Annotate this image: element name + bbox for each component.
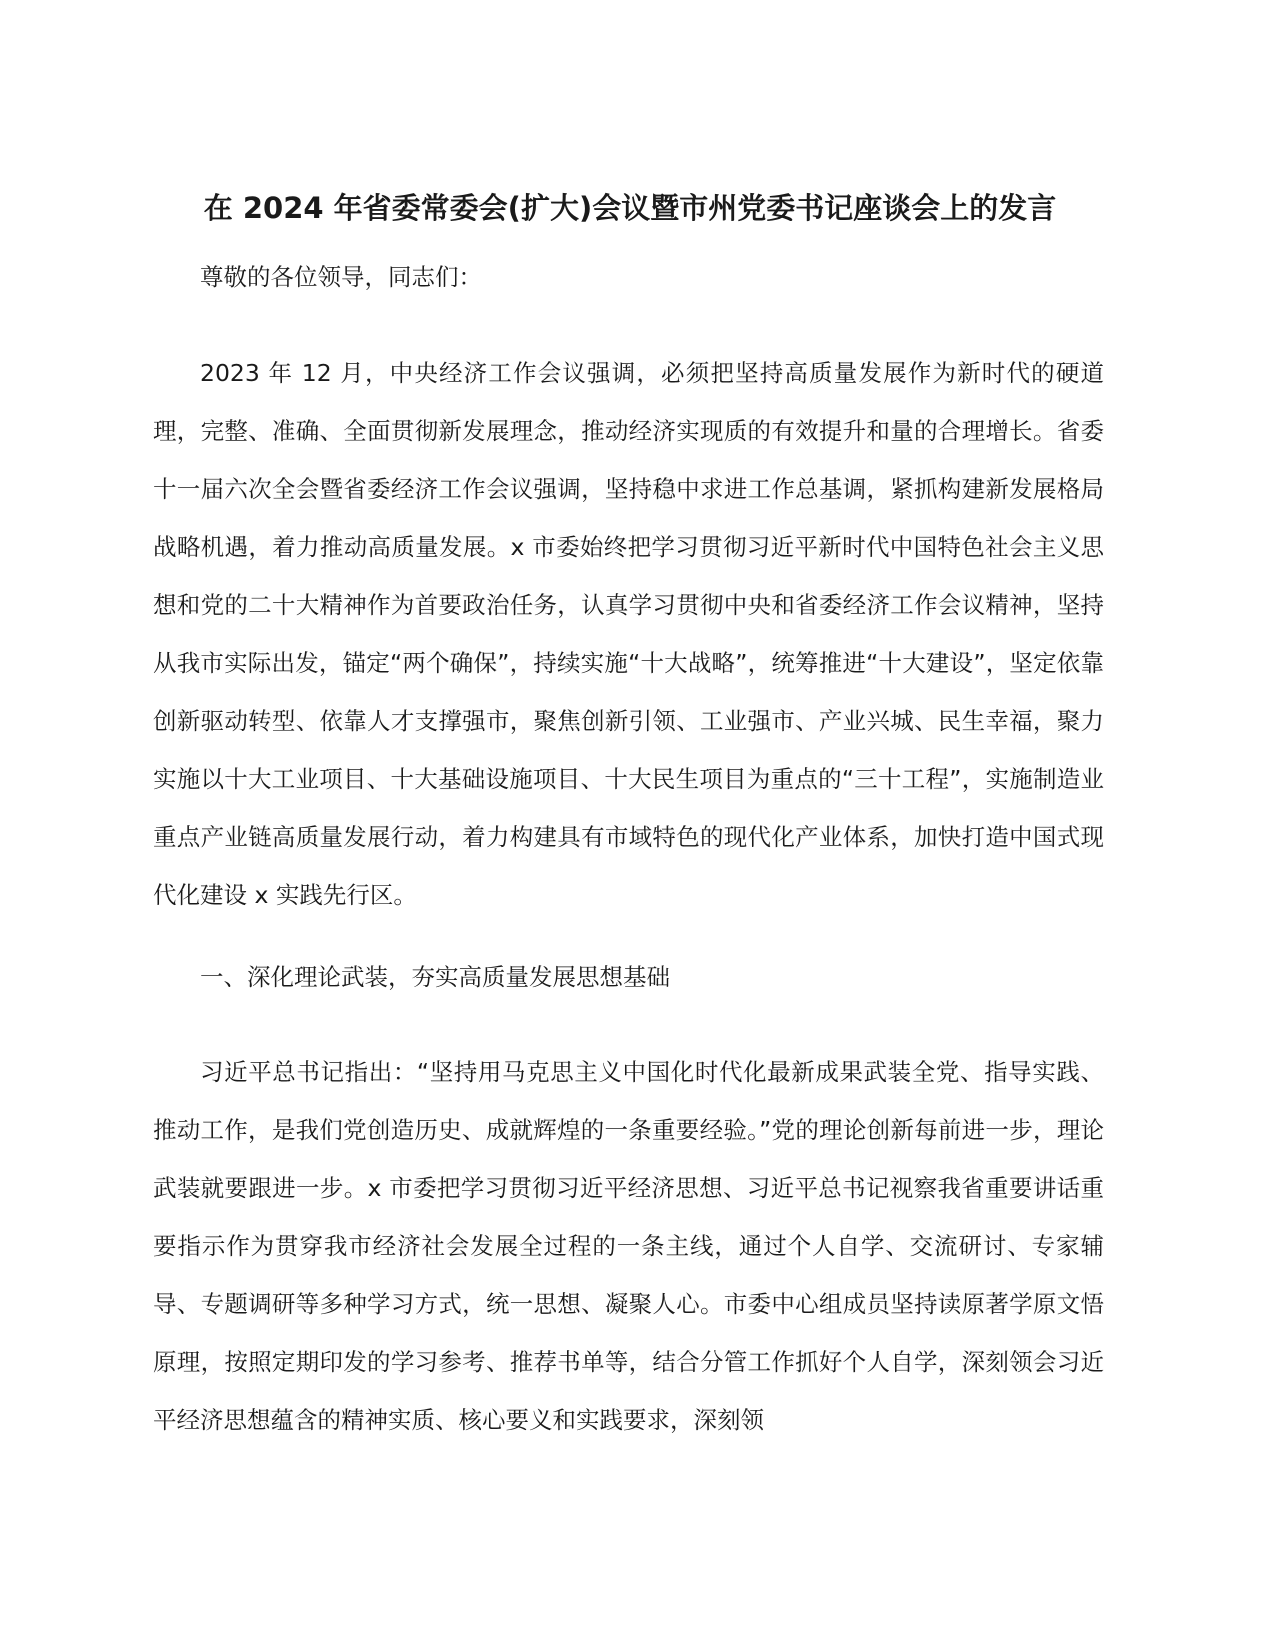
section-heading-1: 一、深化理论武装，夯实高质量发展思想基础 bbox=[200, 963, 670, 991]
document-title: 在 2024 年省委常委会(扩大)会议暨市州党委书记座谈会上的发言 bbox=[203, 191, 1057, 225]
greeting-paragraph: 尊敬的各位领导，同志们： bbox=[200, 263, 482, 291]
section-1-body-paragraph: 习近平总书记指出：“坚持用马克思主义中国化时代化最新成果武装全党、指导实践、推动工作，是我们党创造历史、成就辉煌的一条重要经验。”党的理论创新每前进一步，理论武装就要跟进一步。x 市委把学习贯彻习近平经济思想、习近平总书记视察我省重要讲话重要指示作为贯穿我市经济社会发展全过程的一条主线，通过个人自学、交流研讨、专家辅导、专题调研等多种学习方式，统一思想、凝聚人心。市委中心组成员坚持读原著学原文悟原理，按照定期印发的学习参考、推荐书单等，结合分管工作抓好个人自学，深刻领会习近平经济思想蕴含的精神实质、核心要义和实践要求，深刻领 bbox=[153, 1058, 1104, 1434]
intro-paragraph: 2023 年 12 月，中央经济工作会议强调，必须把坚持高质量发展作为新时代的硬道理，完整、准确、全面贯彻新发展理念，推动经济实现质的有效提升和量的合理增长。省委十一届六次全会暨省委经济工作会议强调，坚持稳中求进工作总基调，紧抓构建新发展格局战略机遇，着力推动高质量发展。x 市委始终把学习贯彻习近平新时代中国特色社会主义思想和党的二十大精神作为首要政治任务，认真学习贯彻中央和省委经济工作会议精神，坚持从我市实际出发，锚定“两个确保”，持续实施“十大战略”，统筹推进“十大建设”，坚定依靠创新驱动转型、依靠人才支撑强市，聚焦创新引领、工业强市、产业兴城、民生幸福，聚力实施以十大工业项目、十大基础设施项目、十大民生项目为重点的“三十工程”，实施制造业重点产业链高质量发展行动，着力构建具有市域特色的现代化产业体系，加快打造中国式现代化建设 x 实践先行区。 bbox=[153, 359, 1104, 909]
